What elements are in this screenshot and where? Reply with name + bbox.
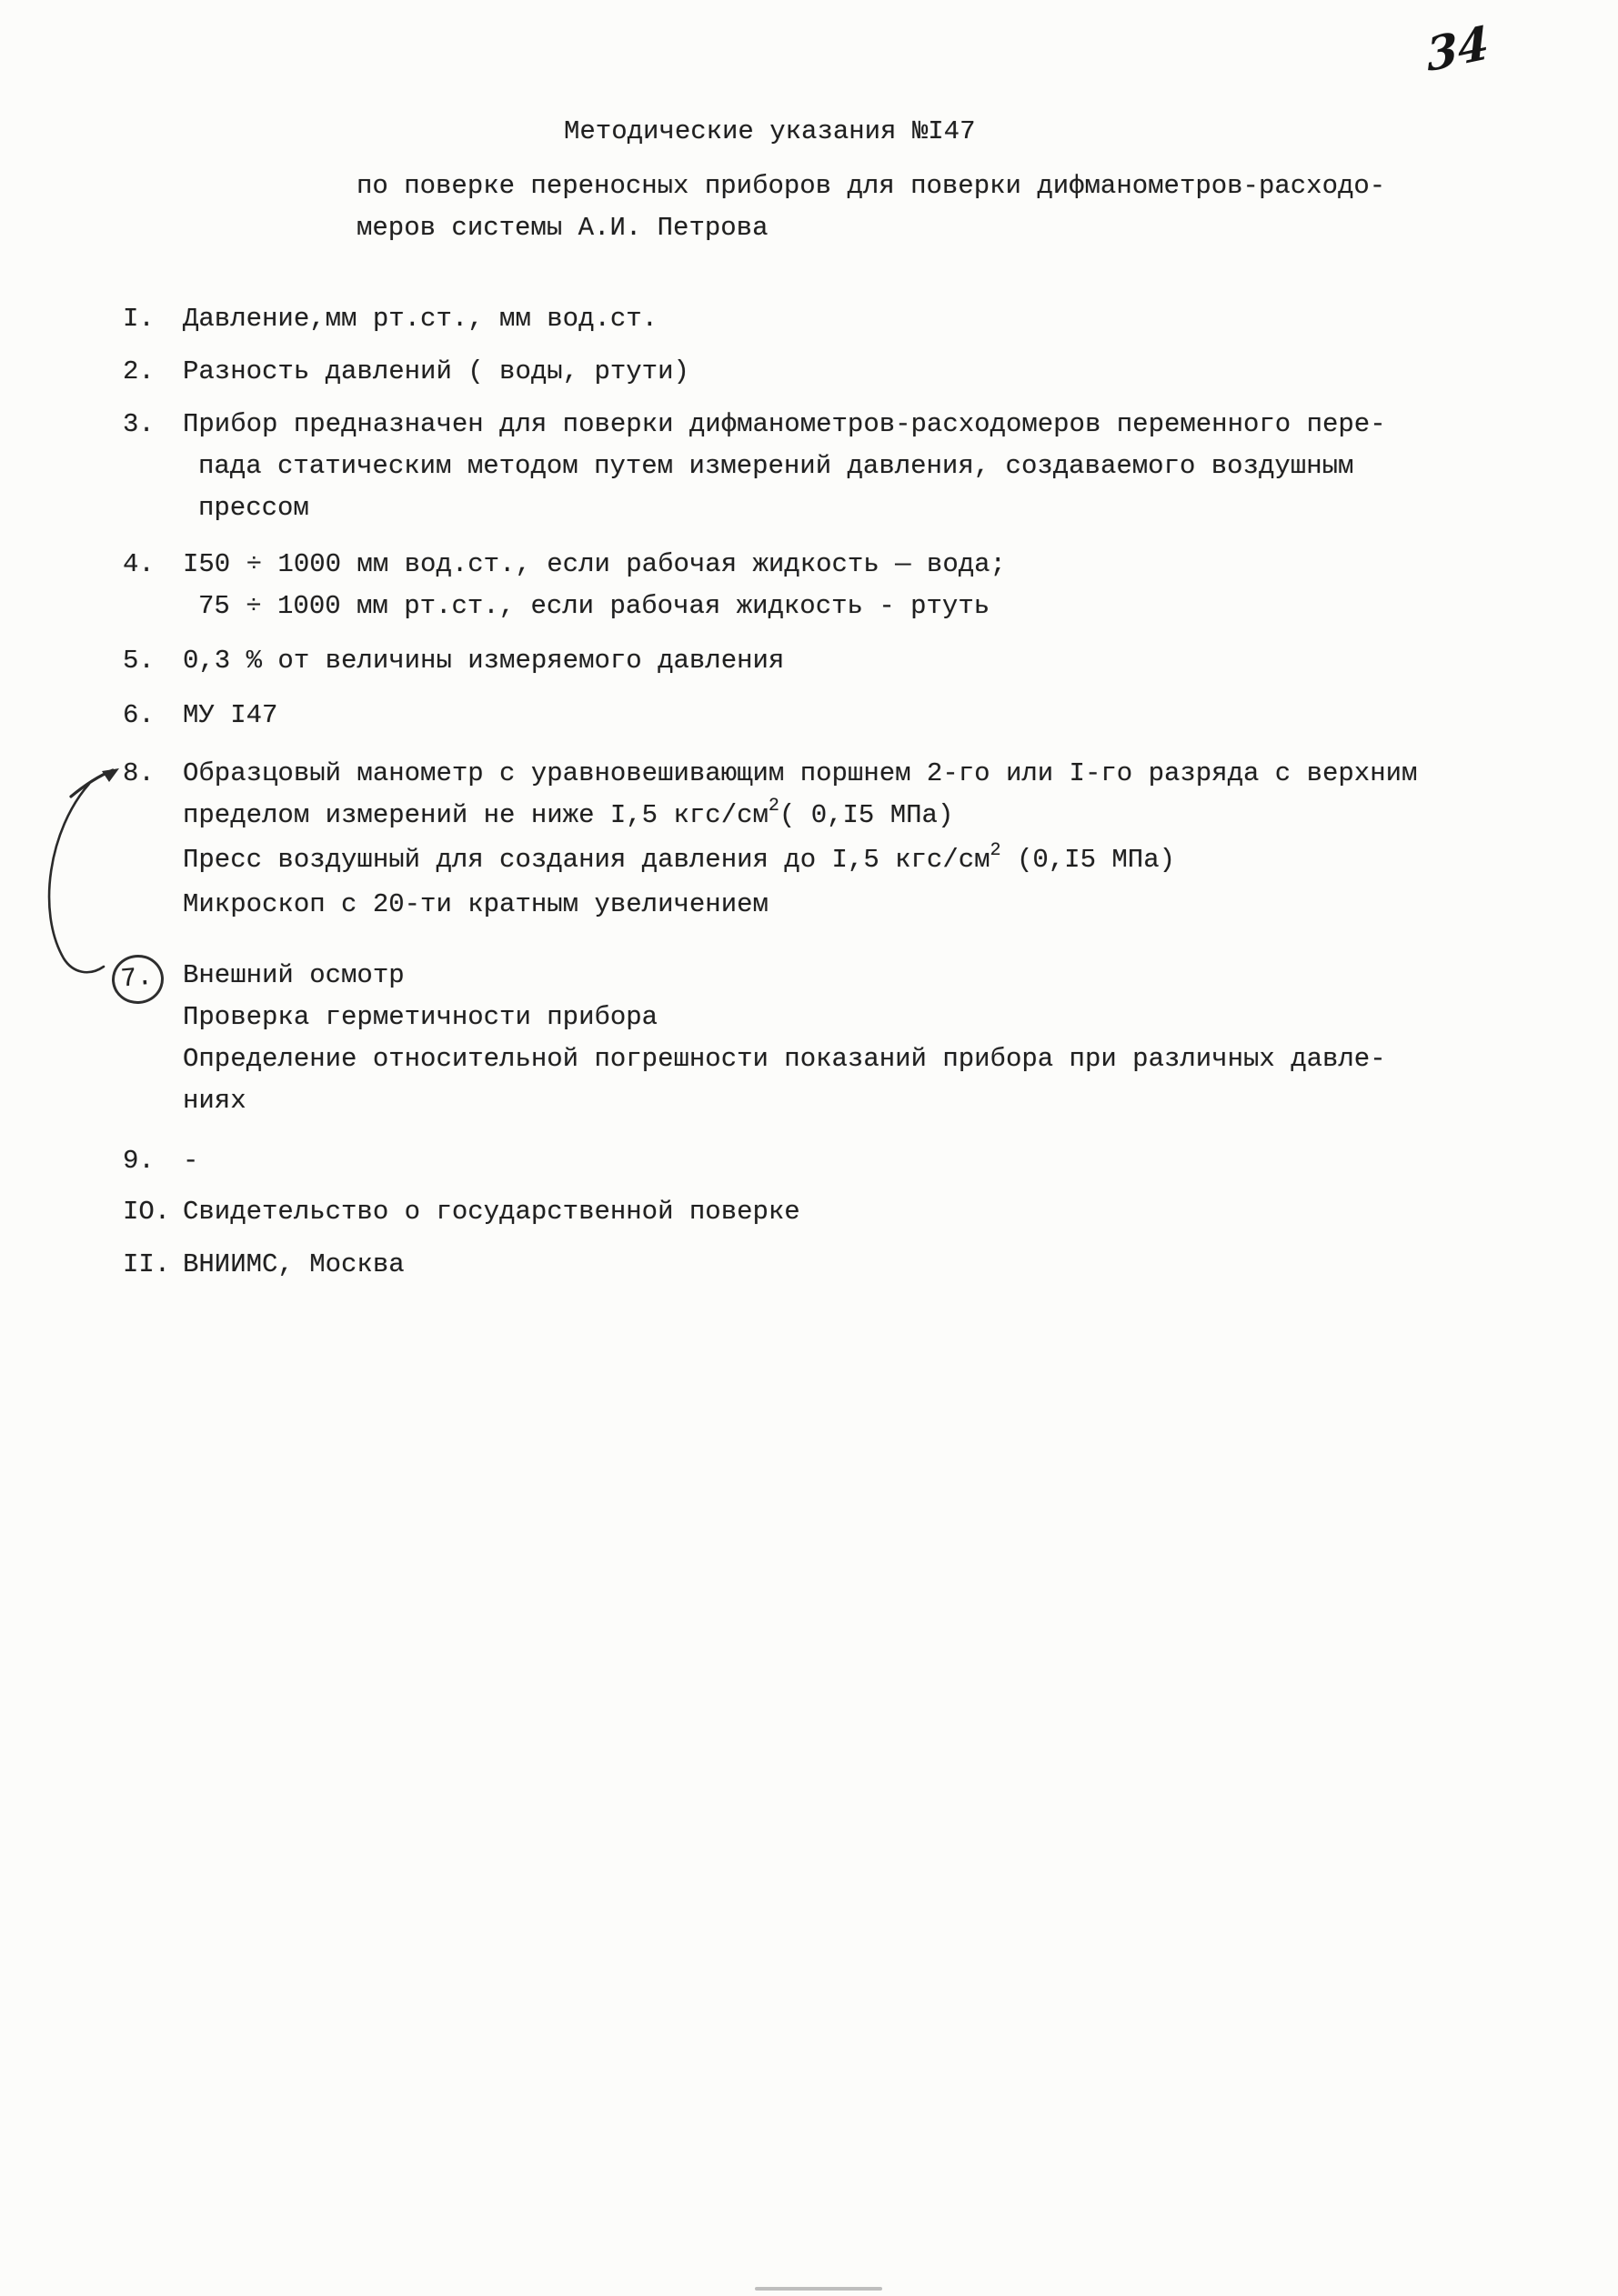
item-7-number: 7. xyxy=(119,961,155,995)
list-item-4 xyxy=(0,544,1618,627)
circle-annotation xyxy=(110,953,166,1007)
item-3-line-3: прессом xyxy=(198,493,309,523)
list-item-10 xyxy=(0,1191,1618,1233)
item-2-number: 2. xyxy=(123,356,155,386)
item-2-text: Разность давлений ( воды, ртути) xyxy=(183,356,689,386)
item-4-number: 4. xyxy=(123,549,155,579)
doc-subtitle xyxy=(357,165,1618,249)
item-4-line-2: 75 ÷ 1000 мм рт.ст., если рабочая жидкость - ртуть xyxy=(198,591,990,621)
item-8-line-3 xyxy=(183,839,1417,884)
list-item-7 xyxy=(0,955,1618,1122)
superscript-2: 2 xyxy=(768,796,779,817)
item-1-text: Давление,мм рт.ст., мм вод.ст. xyxy=(183,304,658,334)
item-8-line-1: Образцовый манометр с уравновешивающим поршнем 2-го или I-го разряда с верхним xyxy=(183,758,1418,788)
doc-subtitle-line-1: по поверке переносных приборов для поверки дифманометров-расходо- xyxy=(357,171,1386,201)
item-8-line-4: Микроскоп с 20-ти кратным увеличением xyxy=(183,889,769,919)
list-item-1 xyxy=(0,298,1618,340)
list-item-2 xyxy=(0,351,1618,393)
list-item-9 xyxy=(0,1140,1618,1182)
item-6-number: 6. xyxy=(123,700,155,730)
item-10-number: IO. xyxy=(123,1197,171,1227)
item-9-text: - xyxy=(183,1146,199,1176)
item-5-text: 0,3 % от величины измеряемого давления xyxy=(183,646,785,676)
list-item-6 xyxy=(0,695,1618,737)
item-11-text: ВНИИМС, Москва xyxy=(183,1249,405,1279)
doc-title: Методические указания №I47 xyxy=(564,116,976,146)
list-item-11 xyxy=(0,1244,1618,1286)
handwritten-page-number: 34 xyxy=(1424,15,1491,83)
item-6-text: МУ I47 xyxy=(183,700,278,730)
item-8-line-2-tail: ( 0,I5 МПа) xyxy=(779,800,954,830)
item-5-number: 5. xyxy=(123,646,155,676)
item-8-line-2-text: пределом измерений не ниже I,5 кгс/см xyxy=(183,800,769,830)
item-7-line-3: Определение относительной погрешности показаний прибора при различных давле- xyxy=(183,1044,1386,1074)
item-8-number: 8. xyxy=(123,758,155,788)
superscript-2: 2 xyxy=(990,840,1001,861)
item-3-line-2: пада статическим методом путем измерений давления, создаваемого воздушным xyxy=(198,451,1354,481)
doc-subtitle-line-2: меров системы А.И. Петрова xyxy=(357,213,769,243)
item-4-line-1: I50 ÷ 1000 мм вод.ст., если рабочая жидкость — вода; xyxy=(183,549,1006,579)
item-7-line-4: ниях xyxy=(183,1086,246,1116)
item-8-line-3-tail: (0,I5 МПа) xyxy=(1000,845,1175,875)
item-7-line-2: Проверка герметичности прибора xyxy=(183,1002,658,1032)
item-3-number: 3. xyxy=(123,409,155,439)
item-8-line-3-text: Пресс воздушный для создания давления до I,5 кгс/см xyxy=(183,845,990,875)
item-7-number-cell xyxy=(119,955,183,1122)
item-9-number: 9. xyxy=(123,1146,155,1176)
list-item-8 xyxy=(0,753,1618,926)
list-item-3 xyxy=(0,404,1618,529)
list-item-5 xyxy=(0,640,1618,682)
item-3-line-1: Прибор предназначен для поверки дифманометров-расходомеров переменного пере- xyxy=(183,409,1386,439)
item-8-line-2 xyxy=(183,795,1417,839)
scan-artifact xyxy=(755,2287,882,2291)
item-10-text: Свидетельство о государственной поверке xyxy=(183,1197,800,1227)
item-11-number: II. xyxy=(123,1249,171,1279)
item-1-number: I. xyxy=(123,304,155,334)
item-7-line-1: Внешний осмотр xyxy=(183,960,405,990)
